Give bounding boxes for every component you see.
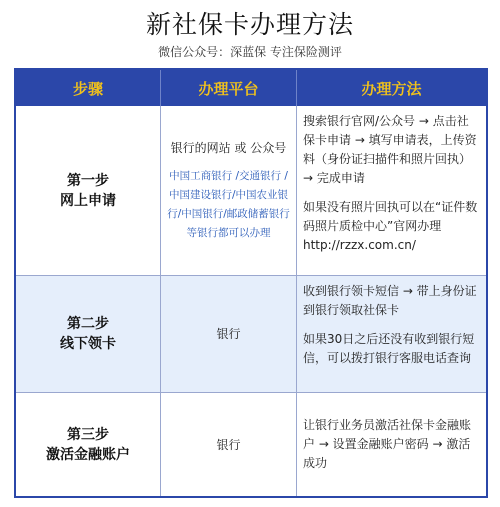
table-row-2-step [16,276,161,393]
step-number: 第三步 [67,426,109,443]
step-number: 第一步 [67,172,109,189]
platform-main: 银行 [216,437,241,452]
method-steps: 收到银行领卡短信 → 带上身份证到银行领取社保卡 [303,284,477,317]
table-row-2-method [297,276,486,393]
process-table [14,68,488,498]
table-row-2-platform [161,276,297,393]
table-row-3-step [16,393,161,496]
header-step: 步骤 [16,70,161,106]
platform-main: 银行 [216,327,241,341]
method-note: 如果没有照片回执可以在“证件数码照片质检中心”官网办理http://rzzx.com.cn/ [303,200,478,252]
table-row-3-platform [161,393,297,496]
page-subtitle: 微信公众号：深蓝保 专注保险测评 [158,45,342,59]
header-platform: 办理平台 [161,70,297,106]
table-row-1-method [297,106,486,276]
table-row-3-method [297,393,486,496]
page-title: 新社保卡办理方法 [145,10,354,39]
method-note: 如果30日之后还没有收到银行短信，可以拨打银行客服电话查询 [303,332,475,365]
method-steps: 搜索银行官网/公众号 → 点击社保卡申请 → 填写申请表，上传资料（身份证扫描件和照片回执） → 完成申请 [303,114,477,185]
step-name: 网上申请 [60,192,116,209]
step-number: 第二步 [67,316,109,332]
step-name: 激活金融账户 [46,446,130,463]
header-method: 办理方法 [297,70,486,106]
platform-bank-list: 中国工商银行 /交通银行 /中国建设银行/中国农业银行/中国银行/邮政储蓄银行等银行都可以办理 [167,169,290,239]
platform-main: 银行的网站 或 公众号 [170,140,287,155]
step-name: 线下领卡 [60,336,116,352]
table-row-1-step [16,106,161,276]
table-row-1-platform [161,106,297,276]
method-steps: 让银行业务员激活社保卡金融账户 → 设置金融账户密码 → 激活成功 [303,418,472,470]
